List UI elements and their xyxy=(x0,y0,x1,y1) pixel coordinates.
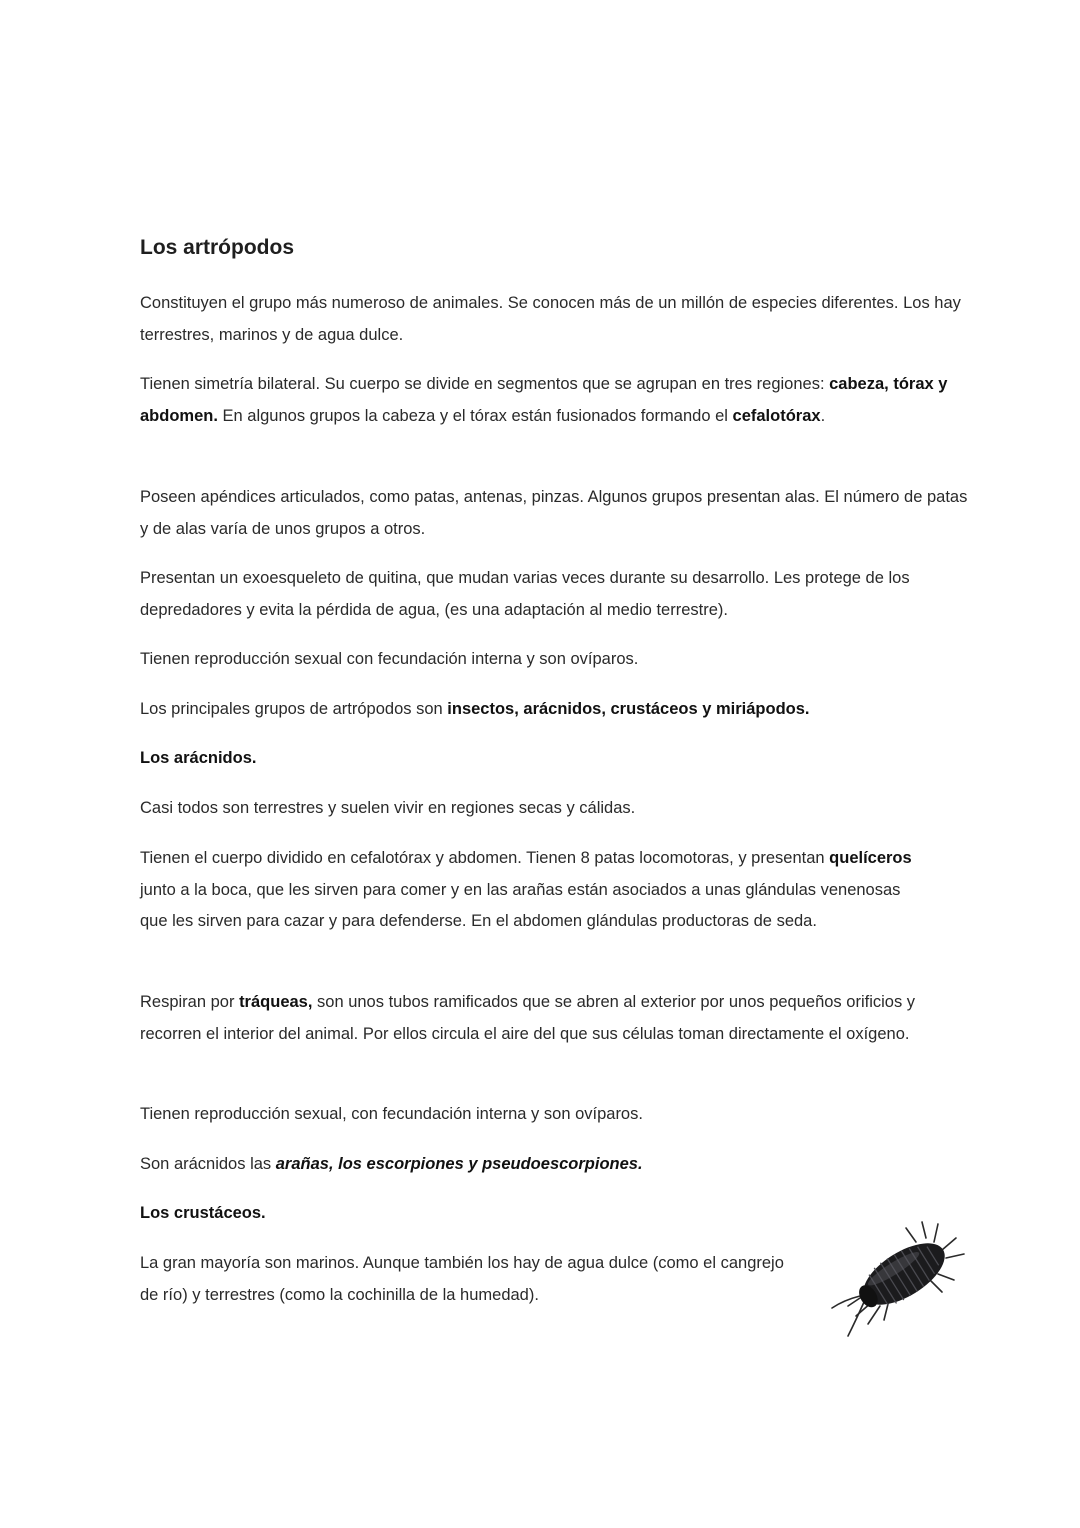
paragraph-exoskeleton: Presentan un exoesqueleto de quitina, que mudan varias veces durante su desarrollo. Les protege de los depredadores y evita la pérdida de agua, (es una adaptación al medio terrestre). xyxy=(140,569,910,619)
bold-span: cefalotórax xyxy=(732,406,821,425)
paragraph-aracnidos-body xyxy=(140,843,920,938)
paragraph-symmetry xyxy=(140,369,970,432)
woodlouse-image xyxy=(826,1216,966,1340)
text-span: . xyxy=(820,406,826,425)
bold-span: quelíceros xyxy=(829,849,912,867)
bold-italic-span: arañas, los escorpiones y pseudoescorpiones. xyxy=(275,1155,643,1173)
text-span: Tienen simetría bilateral. Su cuerpo se divide en segmentos que se agrupan en tres regiones: xyxy=(140,375,830,393)
heading-crustaceos: Los crustáceos. xyxy=(140,1204,266,1222)
paragraph-appendages: Poseen apéndices articulados, como patas, antenas, pinzas. Algunos grupos presentan alas. El número de patas y de alas varía de unos grupos a otros. xyxy=(140,488,968,538)
paragraph-aracnidos-respiration xyxy=(140,987,930,1050)
bold-span: tráqueas, xyxy=(239,993,313,1011)
paragraph-intro: Constituyen el grupo más numeroso de animales. Se conocen más de un millón de especies diferentes. Los hay terrestres, marinos y de agua dulce. xyxy=(140,294,961,344)
paragraph-reproduction: Tienen reproducción sexual con fecundación interna y son ovíparos. xyxy=(140,650,639,668)
bold-span: cabeza, tórax y abdomen. xyxy=(140,375,948,425)
paragraph-aracnidos-examples xyxy=(140,1149,970,1181)
heading-aracnidos: Los arácnidos. xyxy=(140,749,257,767)
paragraph-groups xyxy=(140,694,970,726)
text-span: Tienen el cuerpo dividido en cefalotórax y abdomen. Tienen 8 patas locomotoras, y presentan xyxy=(140,849,830,867)
text-span: Respiran por xyxy=(140,993,240,1011)
text-span: En algunos grupos la cabeza y el tórax están fusionados formando el xyxy=(217,406,733,425)
paragraph-aracnidos-reproduction: Tienen reproducción sexual, con fecundación interna y son ovíparos. xyxy=(140,1105,643,1123)
text-span: Los principales grupos de artrópodos son xyxy=(140,700,448,718)
text-span: son unos tubos ramificados que se abren al exterior por unos pequeños orificios y recorren el interior del animal. Por ellos circula el aire del que sus células toman directamente el oxígeno. xyxy=(140,993,916,1043)
bold-span: insectos, arácnidos, crustáceos y miriápodos. xyxy=(447,700,810,718)
paragraph-crustaceos: La gran mayoría son marinos. Aunque también los hay de agua dulce (como el cangrejo de río) y terrestres (como la cochinilla de la humedad). xyxy=(140,1254,784,1304)
text-span: Son arácnidos las xyxy=(140,1155,276,1173)
paragraph-aracnidos-habitat: Casi todos son terrestres y suelen vivir en regiones secas y cálidas. xyxy=(140,799,636,817)
page-title: Los artrópodos xyxy=(140,236,295,259)
text-span: junto a la boca, que les sirven para comer y en las arañas están asociados a unas glándulas venenosas que les sirven para cazar y para defenderse. En el abdomen glándulas productoras de seda. xyxy=(140,880,901,930)
